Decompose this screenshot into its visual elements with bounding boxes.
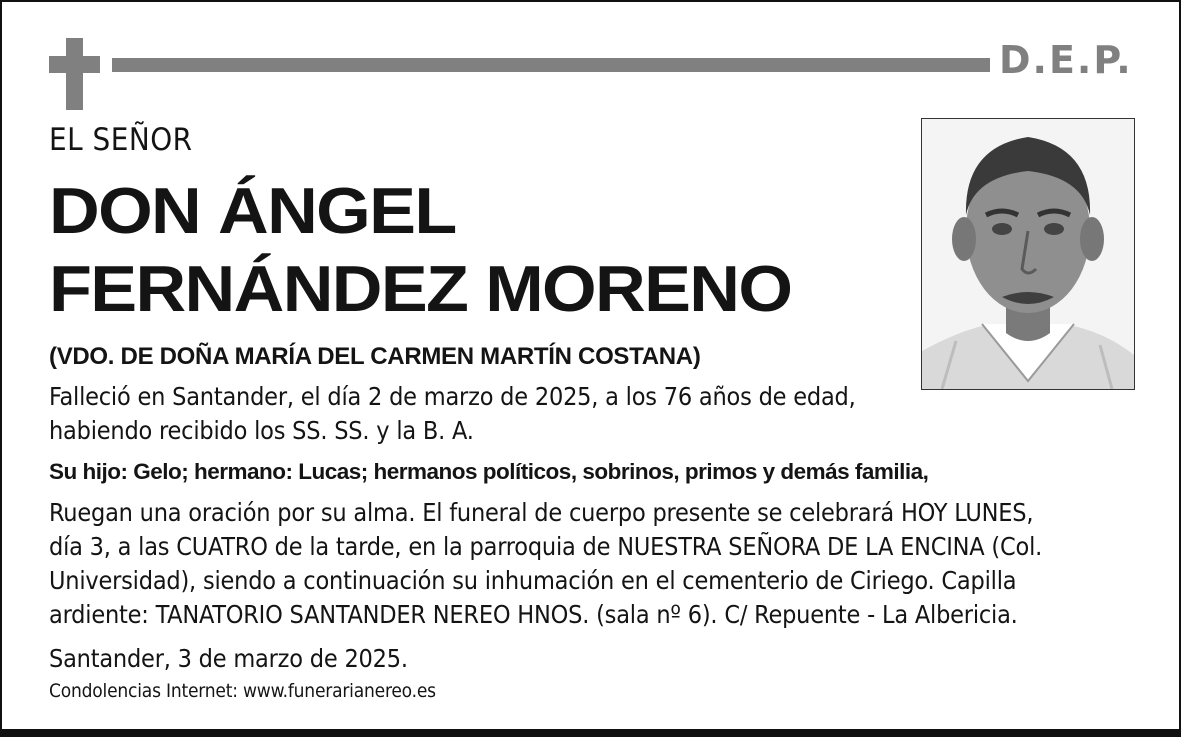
honorific: EL SEÑOR bbox=[49, 122, 193, 158]
place-date: Santander, 3 de marzo de 2025. bbox=[49, 644, 408, 673]
widower-note: (VDO. DE DOÑA MARÍA DEL CARMEN MARTÍN COSTANA) bbox=[49, 343, 701, 370]
funeral-line-4: ardiente: TANATORIO SANTANDER NEREO HNOS. (sala nº 6). C/ Repuente - La Albericia. bbox=[49, 600, 1018, 629]
portrait-photo bbox=[921, 118, 1135, 390]
death-line-2: habiendo recibido los SS. SS. y la B. A. bbox=[49, 416, 474, 445]
header-rule bbox=[112, 58, 990, 72]
funeral-line-2: día 3, a las CUATRO de la tarde, en la parroquia de NUESTRA SEÑORA DE LA ENCINA (Col. bbox=[49, 532, 1043, 561]
cross-icon-bar bbox=[49, 56, 100, 73]
condolences-link: Condolencias Internet: www.funerarianereo.es bbox=[49, 680, 436, 702]
name-line-2: FERNÁNDEZ MORENO bbox=[49, 252, 792, 325]
death-line-1: Falleció en Santander, el día 2 de marzo de 2025, a los 76 años de edad, bbox=[49, 382, 856, 411]
family-list: Su hijo: Gelo; hermano: Lucas; hermanos políticos, sobrinos, primos y demás familia, bbox=[49, 459, 929, 484]
funeral-line-1: Ruegan una oración por su alma. El funeral de cuerpo presente se celebrará HOY LUNES, bbox=[49, 498, 1034, 527]
name-line-1: DON ÁNGEL bbox=[49, 174, 456, 247]
portrait-image bbox=[922, 119, 1134, 389]
cross-icon bbox=[66, 38, 83, 110]
funeral-line-3: Universidad), siendo a continuación su inhumación en el cementerio de Ciriego. Capilla bbox=[49, 566, 1017, 595]
deceased-name bbox=[49, 172, 791, 328]
dep-label: D.E.P. bbox=[999, 38, 1133, 82]
